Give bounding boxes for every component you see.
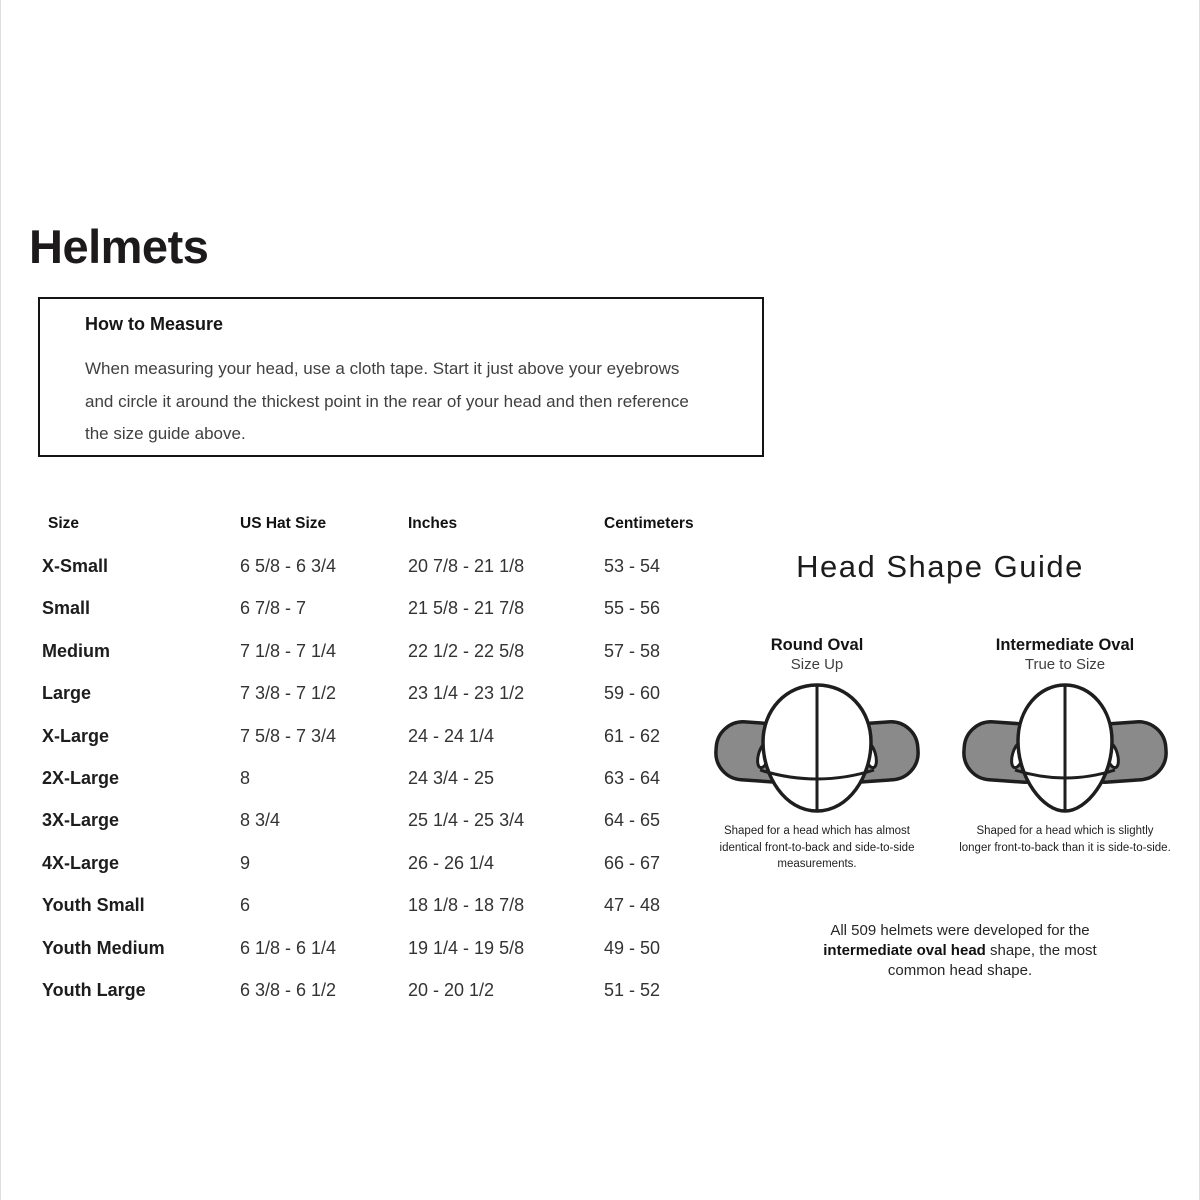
centimeters-cell: 51 - 52 [604,979,661,1000]
size-cell: 4X-Large [42,852,120,873]
size-cell: X-Large [42,725,110,746]
head-shape-guide-title: Head Shape Guide [796,549,1084,584]
hat-size-cell: 6 1/8 - 6 1/4 [240,937,337,958]
size-cell: Medium [42,640,111,661]
hat-size-cell: 9 [240,852,251,873]
hat-size-cell: 7 1/8 - 7 1/4 [240,640,337,661]
hat-size-cell: 8 [240,768,251,789]
column-header-us-hat-size: US Hat Size [240,515,327,533]
size-table [42,503,744,1012]
size-cell: Large [42,683,92,704]
size-cell: X-Small [42,556,109,577]
centimeters-cell: 55 - 56 [604,598,661,619]
inches-cell: 20 7/8 - 21 1/8 [408,556,525,577]
round-oval-section [704,636,930,873]
size-cell: 2X-Large [42,768,120,789]
size-cell: Small [42,598,91,619]
inches-cell: 23 1/4 - 23 1/2 [408,683,525,704]
hat-size-cell: 8 3/4 [240,810,281,831]
inches-cell: 26 - 26 1/4 [408,852,495,873]
centimeters-cell: 49 - 50 [604,937,661,958]
centimeters-cell: 63 - 64 [604,768,661,789]
inches-cell: 24 - 24 1/4 [408,725,495,746]
intermediate-oval-label: Intermediate Oval [995,636,1135,654]
page-edge-line [0,0,1,1200]
how-to-measure-text: When measuring your head, use a cloth tape. Start it just above your eyebrows and circle it around the thickest point in the rear of your head and then reference the size guide above. [85,359,689,443]
centimeters-cell: 59 - 60 [604,683,661,704]
inches-cell: 19 1/4 - 19 5/8 [408,937,525,958]
hat-size-cell: 6 3/8 - 6 1/2 [240,979,337,1000]
note-suffix: shape, the most common head shape. [887,942,1097,979]
centimeters-cell: 53 - 54 [604,556,661,577]
how-to-measure-heading: How to Measure [85,314,224,334]
how-to-measure-box [38,297,764,457]
column-header-size: Size [48,515,80,533]
centimeters-cell: 61 - 62 [604,725,661,746]
inches-cell: 24 3/4 - 25 [408,768,495,789]
intermediate-oval-section [952,636,1178,856]
round-oval-fit-advice: Size Up [790,656,844,673]
column-header-centimeters: Centimeters [604,515,694,533]
inches-cell: 21 5/8 - 21 7/8 [408,598,525,619]
helmet-shape-note [805,921,1115,981]
centimeters-cell: 57 - 58 [604,640,661,661]
inches-cell: 22 1/2 - 22 5/8 [408,640,525,661]
page-title: Helmets [29,220,209,274]
round-oval-label: Round Oval [770,636,864,654]
round-oval-description: Shaped for a head which has almost identical front-to-back and side-to-side measurements. [719,825,915,870]
intermediate-oval-head-diagram [962,682,1168,814]
size-cell: Youth Large [42,979,146,1000]
column-header-inches: Inches [408,515,458,533]
size-cell: Youth Medium [42,937,165,958]
note-bold-text: intermediate oval head [823,942,986,959]
hat-size-cell: 6 7/8 - 7 [240,598,307,619]
size-cell: 3X-Large [42,810,120,831]
centimeters-cell: 47 - 48 [604,895,661,916]
hat-size-cell: 7 3/8 - 7 1/2 [240,683,337,704]
hat-size-cell: 6 [240,895,251,916]
inches-cell: 18 1/8 - 18 7/8 [408,895,525,916]
inches-cell: 20 - 20 1/2 [408,979,495,1000]
note-prefix: All 509 helmets were developed for the [830,922,1090,939]
intermediate-oval-fit-advice: True to Size [1024,656,1106,673]
size-cell: Youth Small [42,895,145,916]
centimeters-cell: 64 - 65 [604,810,661,831]
inches-cell: 25 1/4 - 25 3/4 [408,810,525,831]
hat-size-cell: 7 5/8 - 7 3/4 [240,725,337,746]
centimeters-cell: 66 - 67 [604,852,661,873]
intermediate-oval-description: Shaped for a head which is slightly longer front-to-back than it is side-to-side. [959,825,1171,854]
hat-size-cell: 6 5/8 - 6 3/4 [240,556,337,577]
round-oval-head-diagram [714,682,920,814]
